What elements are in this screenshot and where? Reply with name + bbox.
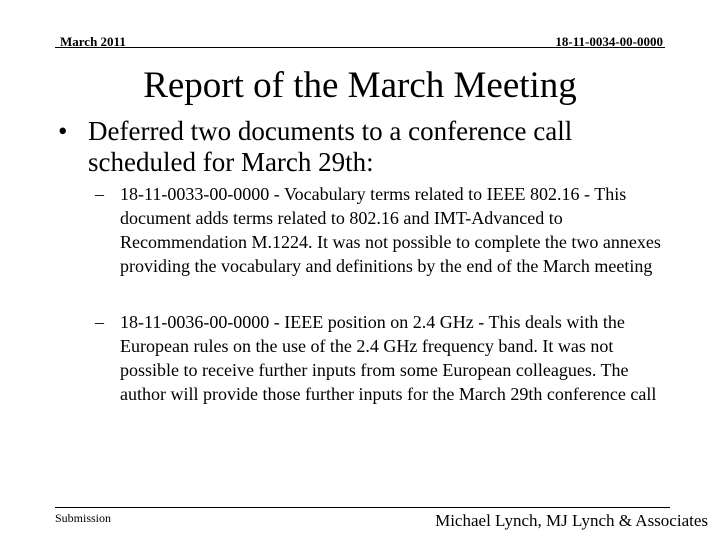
slide-title: Report of the March Meeting bbox=[143, 65, 577, 106]
footer-author: Michael Lynch, MJ Lynch & Associates bbox=[435, 511, 708, 530]
sub-bullet-text: 18-11-0033-00-0000 - Vocabulary terms related to IEEE 802.16 - This document adds terms related to 802.16 and IMT-Advanced to Recommendation M.1224. It was not possible to complete the two annexes providing the vocabulary and definitions by the end of the March meeting bbox=[120, 184, 661, 276]
sub-bullet-marker: – bbox=[95, 312, 104, 332]
header-divider bbox=[55, 47, 665, 48]
sub-bullet-text: 18-11-0036-00-0000 - IEEE position on 2.4 GHz - This deals with the European rules on the use of the 2.4 GHz frequency band. It was not possible to receive further inputs from some European colleagues. The author will provide those further inputs for the March 29th conference call bbox=[120, 312, 657, 404]
footer-submission: Submission bbox=[55, 511, 112, 525]
bullet-item bbox=[58, 116, 658, 178]
bullet-marker: • bbox=[58, 116, 68, 146]
sub-bullet-item bbox=[95, 310, 665, 406]
header-doc-number: 18-11-0034-00-0000 bbox=[555, 34, 663, 49]
sub-bullet-marker: – bbox=[95, 184, 104, 204]
bullet-text: Deferred two documents to a conference call scheduled for March 29th: bbox=[88, 116, 573, 177]
sub-bullet-item bbox=[95, 182, 665, 278]
header-date: March 2011 bbox=[60, 34, 126, 49]
footer-divider bbox=[55, 507, 670, 508]
